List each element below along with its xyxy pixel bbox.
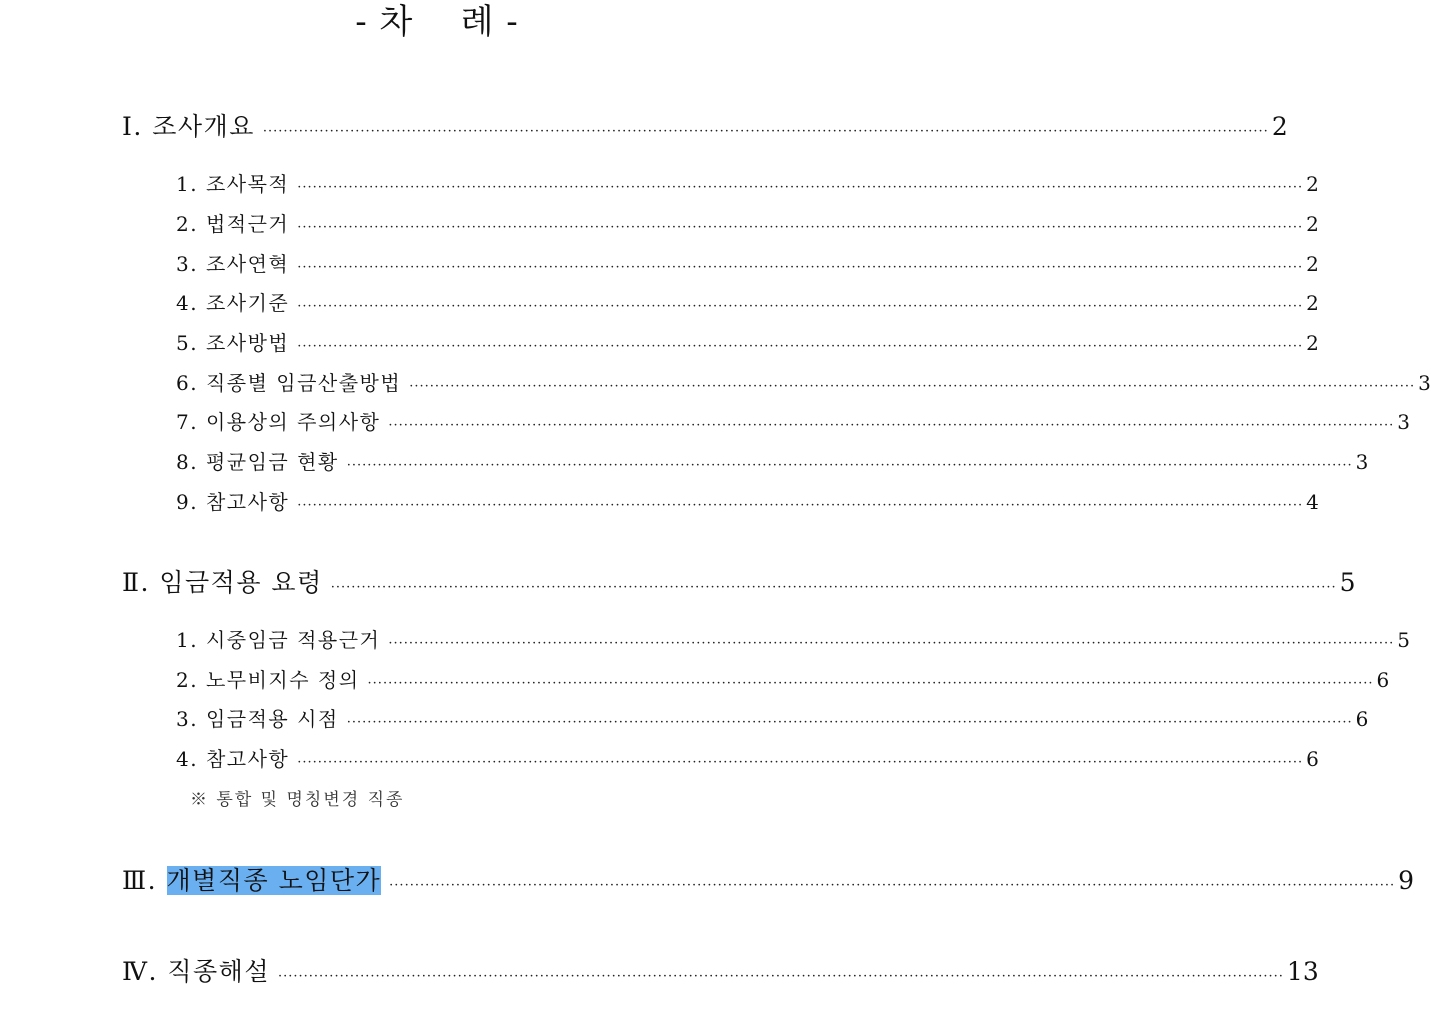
dot-leader: ···································································································································································································· xyxy=(367,676,1374,691)
toc-item[interactable] xyxy=(176,627,1411,657)
toc-item-label: 9. 참고사항 xyxy=(176,490,290,514)
dot-leader: ···································································································································································································· xyxy=(297,260,1304,275)
toc-section-3[interactable] xyxy=(122,866,1415,901)
toc-item-label: 1. 조사목적 xyxy=(176,172,290,196)
toc-item-label: 6. 직종별 임금산출방법 xyxy=(176,371,402,395)
toc-item[interactable] xyxy=(176,706,1369,736)
dot-leader: ···································································································································································································· xyxy=(297,755,1304,770)
page-number: 5 xyxy=(1397,628,1411,652)
page-number: 5 xyxy=(1339,568,1356,597)
toc-item-label: 8. 평균임금 현황 xyxy=(176,450,339,474)
page-number: 2 xyxy=(1306,252,1319,276)
dot-leader: ···································································································································································································· xyxy=(297,220,1304,235)
toc-item[interactable] xyxy=(176,290,1319,320)
dot-leader: ···································································································································································································· xyxy=(346,715,1353,730)
dot-leader: ···································································································································································································· xyxy=(389,878,1396,893)
page-number: 4 xyxy=(1306,490,1319,514)
page-number: 2 xyxy=(1306,291,1319,315)
toc-item-label: 4. 조사기준 xyxy=(176,291,290,315)
toc-item[interactable] xyxy=(176,251,1319,281)
toc-item[interactable] xyxy=(176,667,1390,697)
toc-item-label: 3. 조사연혁 xyxy=(176,252,290,276)
toc-item[interactable] xyxy=(176,449,1369,479)
page-number: 13 xyxy=(1286,957,1319,986)
page-number: 9 xyxy=(1398,866,1415,895)
page-number: 3 xyxy=(1355,450,1369,474)
dot-leader: ···································································································································································································· xyxy=(297,498,1304,513)
dot-leader: ···································································································································································································· xyxy=(277,969,1284,984)
toc-section-label: Ⅳ. 직종해설 xyxy=(122,957,270,986)
page-number: 6 xyxy=(1306,747,1319,771)
page-number: 2 xyxy=(1306,212,1319,236)
toc-item-label: 2. 법적근거 xyxy=(176,212,290,236)
toc-item-label: 5. 조사방법 xyxy=(176,331,290,355)
toc-section-label: Ⅱ. 임금적용 요령 xyxy=(122,568,323,597)
toc-section-4[interactable] xyxy=(122,957,1319,992)
page-number: 2 xyxy=(1271,112,1288,141)
page-number: 2 xyxy=(1306,172,1319,196)
page-number: 3 xyxy=(1397,410,1411,434)
selected-text-highlight[interactable]: 개별직종 노임단가 xyxy=(166,866,382,895)
toc-item-label: 4. 참고사항 xyxy=(176,747,290,771)
toc-title: - 차 례 - xyxy=(355,2,519,42)
page-number: 6 xyxy=(1355,707,1369,731)
toc-item[interactable] xyxy=(176,746,1319,776)
toc-item[interactable] xyxy=(176,330,1319,360)
toc-item-label: 3. 임금적용 시점 xyxy=(176,707,339,731)
dot-leader: ···································································································································································································· xyxy=(346,458,1353,473)
dot-leader: ···································································································································································································· xyxy=(330,580,1337,595)
toc-section-numeral: Ⅲ. xyxy=(122,866,167,895)
toc-item-label: 2. 노무비지수 정의 xyxy=(176,668,360,692)
dot-leader: ···································································································································································································· xyxy=(409,379,1416,394)
dot-leader: ···································································································································································································· xyxy=(297,180,1304,195)
dot-leader: ···································································································································································································· xyxy=(262,124,1269,139)
toc-section-2[interactable] xyxy=(122,568,1356,603)
page-number: 6 xyxy=(1376,668,1390,692)
page-number: 2 xyxy=(1306,331,1319,355)
toc-note: ※ 통합 및 명칭변경 직종 xyxy=(190,790,405,810)
toc-item[interactable] xyxy=(176,489,1319,519)
dot-leader: ···································································································································································································· xyxy=(297,339,1304,354)
toc-item[interactable] xyxy=(176,409,1411,439)
dot-leader: ···································································································································································································· xyxy=(297,299,1304,314)
page-number: 3 xyxy=(1418,371,1431,395)
toc-item-label: 1. 시중임금 적용근거 xyxy=(176,628,381,652)
toc-section-label xyxy=(122,866,381,896)
toc-section-label: Ⅰ. 조사개요 xyxy=(122,112,255,141)
toc-item[interactable] xyxy=(176,171,1319,201)
toc-item[interactable] xyxy=(176,211,1319,241)
toc-section-1[interactable] xyxy=(122,112,1288,147)
dot-leader: ···································································································································································································· xyxy=(388,418,1395,433)
dot-leader: ···································································································································································································· xyxy=(388,636,1395,651)
toc-item[interactable] xyxy=(176,370,1431,400)
toc-item-label: 7. 이용상의 주의사항 xyxy=(176,410,381,434)
